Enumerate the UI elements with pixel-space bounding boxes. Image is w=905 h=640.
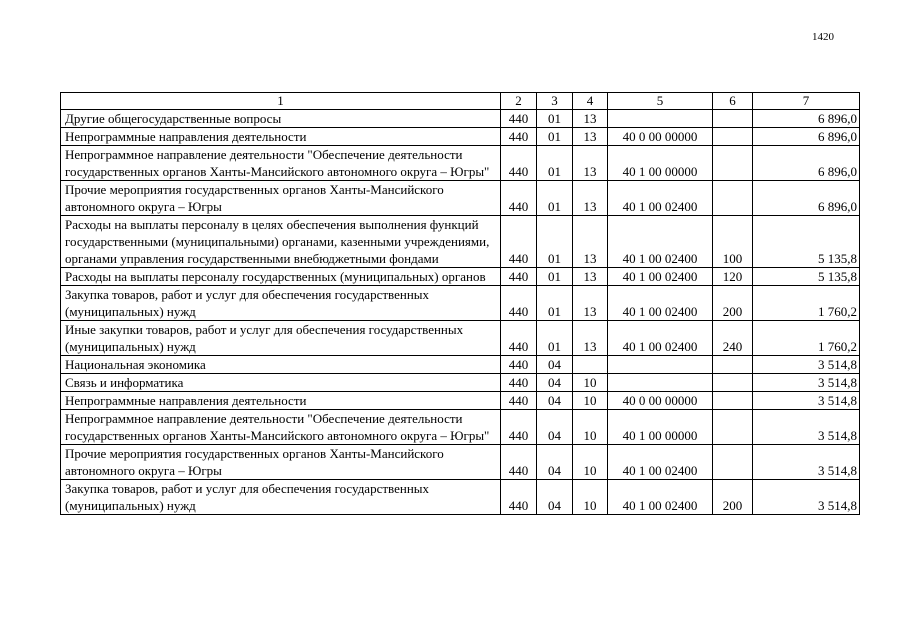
- item-name: Непрограммное направление деятельности "Обеспечение деятельности государственных органов Ханты-Мансийского автономного округа – Югры": [61, 410, 501, 445]
- expense-type-code: [713, 392, 753, 410]
- item-name: Непрограммные направления деятельности: [61, 392, 501, 410]
- table-row: [61, 392, 860, 410]
- subsection-code: 10: [573, 480, 608, 515]
- table-row: [61, 286, 860, 321]
- ministry-code: 440: [501, 374, 537, 392]
- target-article-code: [608, 110, 713, 128]
- amount: 6 896,0: [753, 110, 860, 128]
- amount: 6 896,0: [753, 128, 860, 146]
- ministry-code: 440: [501, 216, 537, 268]
- header-cell: 7: [753, 93, 860, 110]
- subsection-code: 13: [573, 268, 608, 286]
- ministry-code: 440: [501, 128, 537, 146]
- table-row: [61, 480, 860, 515]
- amount: 3 514,8: [753, 410, 860, 445]
- subsection-code: [573, 356, 608, 374]
- subsection-code: 10: [573, 410, 608, 445]
- header-cell: 2: [501, 93, 537, 110]
- amount: 1 760,2: [753, 286, 860, 321]
- item-name: Непрограммное направление деятельности "Обеспечение деятельности государственных органов Ханты-Мансийского автономного округа – Югры": [61, 146, 501, 181]
- section-code: 01: [537, 128, 573, 146]
- item-name: Другие общегосударственные вопросы: [61, 110, 501, 128]
- item-name: Иные закупки товаров, работ и услуг для обеспечения государственных (муниципальных) нужд: [61, 321, 501, 356]
- target-article-code: 40 0 00 00000: [608, 128, 713, 146]
- section-code: 01: [537, 321, 573, 356]
- ministry-code: 440: [501, 268, 537, 286]
- header-cell: 6: [713, 93, 753, 110]
- table-row: [61, 128, 860, 146]
- amount: 3 514,8: [753, 374, 860, 392]
- table-row: [61, 356, 860, 374]
- item-name: Расходы на выплаты персоналу в целях обеспечения выполнения функций государственными (муниципальными) органами, казенными учреждениями, органами управления государственными внебюджетными фондами: [61, 216, 501, 268]
- section-code: 01: [537, 110, 573, 128]
- ministry-code: 440: [501, 110, 537, 128]
- header-cell: 5: [608, 93, 713, 110]
- section-code: 01: [537, 286, 573, 321]
- amount: 6 896,0: [753, 181, 860, 216]
- target-article-code: [608, 374, 713, 392]
- subsection-code: 13: [573, 286, 608, 321]
- section-code: 01: [537, 146, 573, 181]
- subsection-code: 13: [573, 146, 608, 181]
- expense-type-code: [713, 181, 753, 216]
- expense-type-code: [713, 356, 753, 374]
- table-row: [61, 374, 860, 392]
- amount: 3 514,8: [753, 445, 860, 480]
- table-row: [61, 216, 860, 268]
- table-row: [61, 110, 860, 128]
- section-code: 04: [537, 374, 573, 392]
- expense-type-code: 200: [713, 480, 753, 515]
- target-article-code: 40 1 00 00000: [608, 410, 713, 445]
- amount: 3 514,8: [753, 356, 860, 374]
- item-name: Прочие мероприятия государственных органов Ханты-Мансийского автономного округа – Югры: [61, 181, 501, 216]
- amount: 6 896,0: [753, 146, 860, 181]
- header-row: [61, 93, 860, 110]
- header-cell: 3: [537, 93, 573, 110]
- ministry-code: 440: [501, 445, 537, 480]
- section-code: 01: [537, 181, 573, 216]
- expense-type-code: [713, 110, 753, 128]
- table-row: [61, 445, 860, 480]
- target-article-code: 40 0 00 00000: [608, 392, 713, 410]
- section-code: 04: [537, 410, 573, 445]
- ministry-code: 440: [501, 146, 537, 181]
- section-code: 01: [537, 216, 573, 268]
- amount: 1 760,2: [753, 321, 860, 356]
- header-cell: 4: [573, 93, 608, 110]
- target-article-code: 40 1 00 02400: [608, 216, 713, 268]
- item-name: Связь и информатика: [61, 374, 501, 392]
- item-name: Расходы на выплаты персоналу государственных (муниципальных) органов: [61, 268, 501, 286]
- expense-type-code: 200: [713, 286, 753, 321]
- ministry-code: 440: [501, 410, 537, 445]
- item-name: Прочие мероприятия государственных органов Ханты-Мансийского автономного округа – Югры: [61, 445, 501, 480]
- section-code: 01: [537, 268, 573, 286]
- ministry-code: 440: [501, 480, 537, 515]
- subsection-code: 13: [573, 181, 608, 216]
- ministry-code: 440: [501, 392, 537, 410]
- subsection-code: 13: [573, 128, 608, 146]
- target-article-code: 40 1 00 02400: [608, 480, 713, 515]
- expense-type-code: [713, 128, 753, 146]
- target-article-code: 40 1 00 02400: [608, 181, 713, 216]
- amount: 5 135,8: [753, 268, 860, 286]
- page-number: 1420: [812, 31, 834, 43]
- amount: 5 135,8: [753, 216, 860, 268]
- item-name: Закупка товаров, работ и услуг для обеспечения государственных (муниципальных) нужд: [61, 286, 501, 321]
- target-article-code: 40 1 00 02400: [608, 321, 713, 356]
- expense-type-code: [713, 146, 753, 181]
- section-code: 04: [537, 392, 573, 410]
- table-row: [61, 321, 860, 356]
- ministry-code: 440: [501, 321, 537, 356]
- item-name: Непрограммные направления деятельности: [61, 128, 501, 146]
- ministry-code: 440: [501, 286, 537, 321]
- amount: 3 514,8: [753, 480, 860, 515]
- target-article-code: 40 1 00 02400: [608, 445, 713, 480]
- section-code: 04: [537, 480, 573, 515]
- target-article-code: 40 1 00 02400: [608, 286, 713, 321]
- expense-type-code: [713, 445, 753, 480]
- table-row: [61, 268, 860, 286]
- target-article-code: 40 1 00 02400: [608, 268, 713, 286]
- table-row: [61, 410, 860, 445]
- expense-type-code: [713, 374, 753, 392]
- amount: 3 514,8: [753, 392, 860, 410]
- budget-table: [60, 92, 860, 515]
- item-name: Национальная экономика: [61, 356, 501, 374]
- ministry-code: 440: [501, 181, 537, 216]
- target-article-code: [608, 356, 713, 374]
- expense-type-code: 100: [713, 216, 753, 268]
- expense-type-code: 120: [713, 268, 753, 286]
- subsection-code: 13: [573, 216, 608, 268]
- header-cell: 1: [61, 93, 501, 110]
- table-row: [61, 146, 860, 181]
- subsection-code: 13: [573, 321, 608, 356]
- expense-type-code: [713, 410, 753, 445]
- section-code: 04: [537, 356, 573, 374]
- subsection-code: 13: [573, 110, 608, 128]
- item-name: Закупка товаров, работ и услуг для обеспечения государственных (муниципальных) нужд: [61, 480, 501, 515]
- ministry-code: 440: [501, 356, 537, 374]
- subsection-code: 10: [573, 392, 608, 410]
- subsection-code: 10: [573, 374, 608, 392]
- expense-type-code: 240: [713, 321, 753, 356]
- table-row: [61, 181, 860, 216]
- target-article-code: 40 1 00 00000: [608, 146, 713, 181]
- subsection-code: 10: [573, 445, 608, 480]
- section-code: 04: [537, 445, 573, 480]
